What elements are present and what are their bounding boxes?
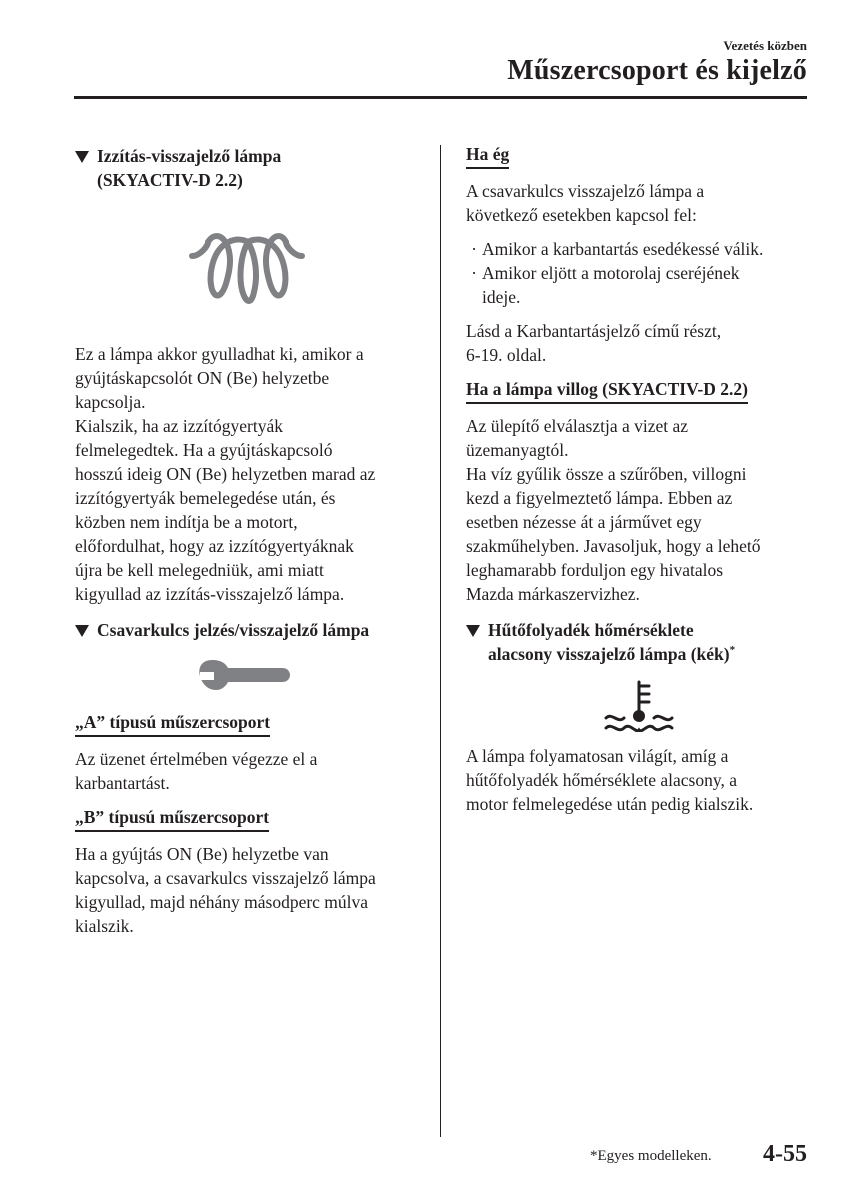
glow-heading-line: Izzítás-visszajelző lámpa <box>97 146 282 166</box>
glow-plug-icon <box>75 232 420 308</box>
text-line: Ez a lámpa akkor gyulladhat ki, amikor a <box>75 344 364 364</box>
lit-subheading: Ha ég <box>466 142 509 169</box>
right-column <box>466 142 811 816</box>
text-line: szakműhelyben. Javasoljuk, hogy a lehető <box>466 536 761 556</box>
triangle-marker-icon <box>75 151 89 163</box>
footnote-marker: * <box>729 644 736 656</box>
reference-text <box>466 319 811 367</box>
text-line: kapcsolva, a csavarkulcs visszajelző lámpa <box>75 868 376 888</box>
bullet-dot: · <box>471 263 477 283</box>
left-column <box>75 142 420 938</box>
text-line: izzítógyertyák bemelegedése után, és <box>75 488 336 508</box>
text-line: hosszú ideig ON (Be) helyzetben marad az <box>75 464 376 484</box>
list-item <box>466 261 811 309</box>
wrench-heading-text: Csavarkulcs jelzés/visszajelző lámpa <box>97 620 370 640</box>
text-line: Ha víz gyűlik össze a szűrőben, villogni <box>466 464 747 484</box>
text-line: kigyullad, majd néhány másodperc múlva <box>75 892 369 912</box>
text-line: kezd a figyelmeztető lámpa. Ebben az <box>466 488 733 508</box>
glow-lamp-description <box>75 342 420 606</box>
text-line: karbantartást. <box>75 773 170 793</box>
text-line: A csavarkulcs visszajelző lámpa a <box>466 181 705 201</box>
coolant-description <box>466 744 811 816</box>
triangle-marker-icon <box>466 625 480 637</box>
text-line: kialszik. <box>75 916 134 936</box>
list-item <box>466 237 811 261</box>
bullet-dot: · <box>471 239 477 259</box>
text-line: motor felmelegedése után pedig kialszik. <box>466 794 754 814</box>
page-number: 4-55 <box>763 1141 807 1167</box>
wrench-icon <box>75 654 420 698</box>
type-b-subheading: „B” típusú műszercsoport <box>75 805 269 832</box>
lit-intro <box>466 179 811 227</box>
header-rule <box>74 96 807 99</box>
bullet-text: Amikor a karbantartás esedékessé válik. <box>482 239 764 259</box>
text-line: Az ülepítő elválasztja a vizet az <box>466 416 689 436</box>
text-line: következő esetekben kapcsol fel: <box>466 205 697 225</box>
text-line: újra be kell melegedniük, ami miatt <box>75 560 324 580</box>
section-title: Vezetés közben <box>723 38 807 53</box>
text-line: előfordulhat, hogy az izzítógyertyáknak <box>75 536 354 556</box>
page-title: Műszercsoport és kijelző <box>507 55 807 86</box>
text-line: közben nem indítja be a motort, <box>75 512 298 532</box>
column-divider <box>440 145 441 1137</box>
triangle-marker-icon <box>75 625 89 637</box>
coolant-lamp-heading <box>466 618 811 666</box>
text-line: Mazda márkaszervizhez. <box>466 584 640 604</box>
flash-subheading: Ha a lámpa villog (SKYACTIV-D 2.2) <box>466 377 748 404</box>
text-line: gyújtáskapcsolót ON (Be) helyzetbe <box>75 368 330 388</box>
type-a-description <box>75 747 420 795</box>
coolant-heading-line: Hűtőfolyadék hőmérséklete <box>488 620 694 640</box>
text-line: leghamarabb forduljon egy hivatalos <box>466 560 724 580</box>
footnote: *Egyes modelleken. <box>590 1148 712 1164</box>
text-line: kigyullad az izzítás-visszajelző lámpa. <box>75 584 345 604</box>
type-a-subheading: „A” típusú műszercsoport <box>75 710 270 737</box>
text-line: felmelegedtek. Ha a gyújtáskapcsoló <box>75 440 333 460</box>
text-line: hűtőfolyadék hőmérséklete alacsony, a <box>466 770 737 790</box>
text-line: kapcsolja. <box>75 392 146 412</box>
type-b-description <box>75 842 420 938</box>
coolant-heading-line: alacsony visszajelző lámpa (kék) <box>488 644 730 664</box>
text-line: esetben nézesse át a járművet egy <box>466 512 702 532</box>
text-line: 6-19. oldal. <box>466 345 547 365</box>
flash-description <box>466 414 811 606</box>
glow-heading-line: (SKYACTIV-D 2.2) <box>97 170 243 190</box>
glow-lamp-heading <box>75 144 420 192</box>
bullet-text: ideje. <box>482 287 521 307</box>
coolant-temperature-icon <box>466 680 811 732</box>
text-line: Lásd a Karbantartásjelző című részt, <box>466 321 722 341</box>
text-line: üzemanyagtól. <box>466 440 569 460</box>
text-line: A lámpa folyamatosan világít, amíg a <box>466 746 729 766</box>
wrench-lamp-heading <box>75 618 420 642</box>
text-line: Ha a gyújtás ON (Be) helyzetbe van <box>75 844 329 864</box>
bullet-text: Amikor eljött a motorolaj cseréjének <box>482 263 740 283</box>
bullet-list <box>466 237 811 309</box>
text-line: Kialszik, ha az izzítógyertyák <box>75 416 283 436</box>
text-line: Az üzenet értelmében végezze el a <box>75 749 318 769</box>
